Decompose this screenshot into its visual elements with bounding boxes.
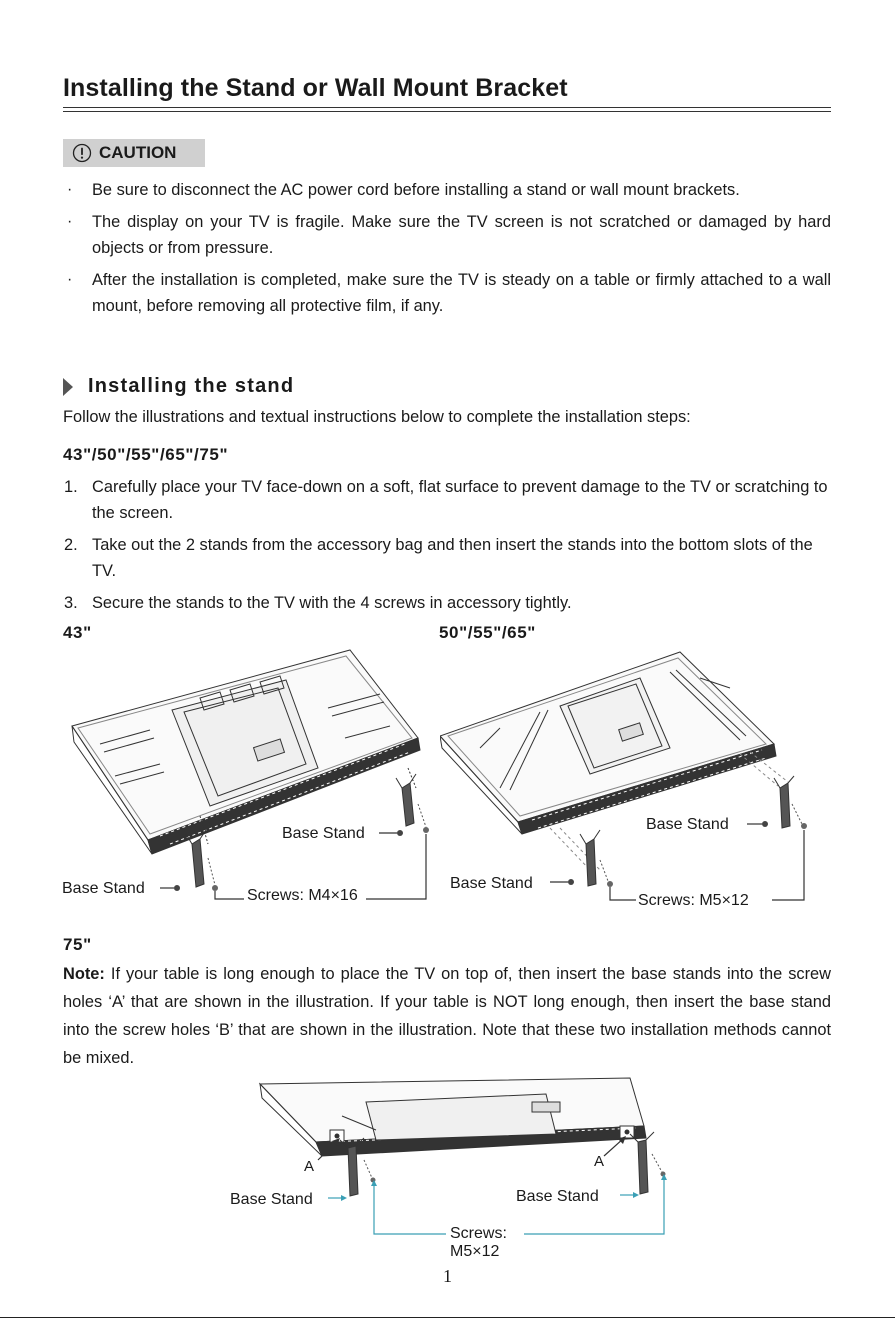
screw-left-icon <box>364 1160 376 1183</box>
note-text: If your table is long enough to place the TV on top of, then insert the base stands into the screw holes ‘A’ that are shown in the illustration. If your table is NOT long enough, then insert the base stand into the screw holes ‘B’ that are shown in the illustration. Note that these two installation methods cannot be mixed. <box>63 965 831 1067</box>
step-item <box>63 474 831 526</box>
base-stand-left-icon <box>580 830 600 886</box>
caution-item-text: After the installation is completed, make sure the TV is steady on a table or firmly attached to a wall mount, before removing all protective film, if any. <box>92 271 831 315</box>
step-item <box>63 532 831 584</box>
screws-size-label: M5×12 <box>450 1243 500 1260</box>
step-text: Secure the stands to the TV with the 4 screws in accessory tightly. <box>92 594 572 612</box>
arrow-head-icon <box>633 1192 639 1198</box>
tv-50-back-icon <box>440 652 776 834</box>
base-stand-right-icon <box>774 776 794 828</box>
base-stand-label-right: Base Stand <box>282 825 365 842</box>
step-list <box>63 474 831 622</box>
note-label: Note: <box>63 965 105 983</box>
step-number: 1. <box>64 478 78 496</box>
base-stand-label-right: Base Stand <box>516 1188 599 1205</box>
base-stand-label-right: Base Stand <box>646 816 729 833</box>
step-item <box>63 590 831 616</box>
figure-75-label: 75" <box>63 935 92 954</box>
screw-right-icon <box>792 804 807 829</box>
caution-item <box>63 177 831 203</box>
section-intro: Follow the illustrations and textual instructions below to complete the installation steps: <box>63 408 691 426</box>
section-heading <box>63 375 294 398</box>
leader-dot-icon <box>568 879 574 885</box>
section-heading-text: Installing the stand <box>88 375 295 397</box>
figure-43-illustration <box>60 648 440 910</box>
leader-dot-icon <box>397 830 403 836</box>
leader-line <box>215 891 244 899</box>
figure-50-label: 50"/55"/65" <box>439 623 536 642</box>
bullet-dot-icon: · <box>67 271 73 288</box>
bullet-dot-icon: · <box>67 181 73 198</box>
figure-50-illustration <box>440 648 820 910</box>
screw-left-icon <box>600 860 613 887</box>
tv-43-back-icon <box>72 650 420 854</box>
caution-item-text: The display on your TV is fragile. Make sure the TV screen is not scratched or damaged by hard objects or from pressure. <box>92 213 831 257</box>
caution-icon <box>72 143 92 163</box>
bullet-dot-icon: · <box>67 213 73 230</box>
base-stand-right-icon <box>396 768 416 826</box>
screw-right-icon <box>418 804 429 833</box>
caution-list <box>63 177 831 325</box>
leader-line <box>610 887 636 900</box>
leader-line <box>366 834 426 899</box>
bottom-rule <box>0 1317 895 1318</box>
page-title: Installing the Stand or Wall Mount Bracket <box>63 74 568 102</box>
figure-75-illustration <box>226 1076 696 1262</box>
base-stand-label-left: Base Stand <box>450 875 533 892</box>
caution-label: CAUTION <box>99 143 177 162</box>
step-text: Take out the 2 stands from the accessory bag and then insert the stands into the bottom slots of the TV. <box>92 536 813 580</box>
figure-43-label: 43" <box>63 623 92 642</box>
size-range-heading: 43"/50"/55"/65"/75" <box>63 445 229 464</box>
caution-badge <box>63 139 205 167</box>
base-stand-label-left: Base Stand <box>230 1191 313 1208</box>
caution-item <box>63 209 831 261</box>
page-number: 1 <box>443 1266 452 1286</box>
arrow-head-icon <box>341 1195 347 1201</box>
hole-a-label-right: A <box>594 1153 605 1170</box>
screw-right-icon <box>652 1154 666 1177</box>
screws-label: Screws: M4×16 <box>247 887 358 904</box>
screws-label: Screws: <box>450 1225 507 1242</box>
screws-leader-left <box>374 1184 446 1234</box>
step-number: 3. <box>64 594 78 612</box>
triangle-right-icon <box>63 378 73 396</box>
leader-dot-icon <box>174 885 180 891</box>
leader-dot-icon <box>762 821 768 827</box>
installation-note <box>63 960 831 1072</box>
caution-item-text: Be sure to disconnect the AC power cord before installing a stand or wall mount brackets. <box>92 181 740 199</box>
step-text: Carefully place your TV face-down on a soft, flat surface to prevent damage to the TV or scratching to the screen. <box>92 478 828 522</box>
base-stand-label-left: Base Stand <box>62 880 145 897</box>
tv-75-back-icon <box>260 1078 646 1156</box>
screws-label: Screws: M5×12 <box>638 892 749 909</box>
leader-line <box>772 830 804 900</box>
title-rule-top <box>63 107 831 108</box>
caution-item <box>63 267 831 319</box>
screw-left-icon <box>208 858 218 891</box>
step-number: 2. <box>64 536 78 554</box>
title-rule-bottom <box>63 111 831 112</box>
hole-a-label-left: A <box>304 1158 315 1175</box>
base-stand-right-icon <box>630 1132 654 1194</box>
